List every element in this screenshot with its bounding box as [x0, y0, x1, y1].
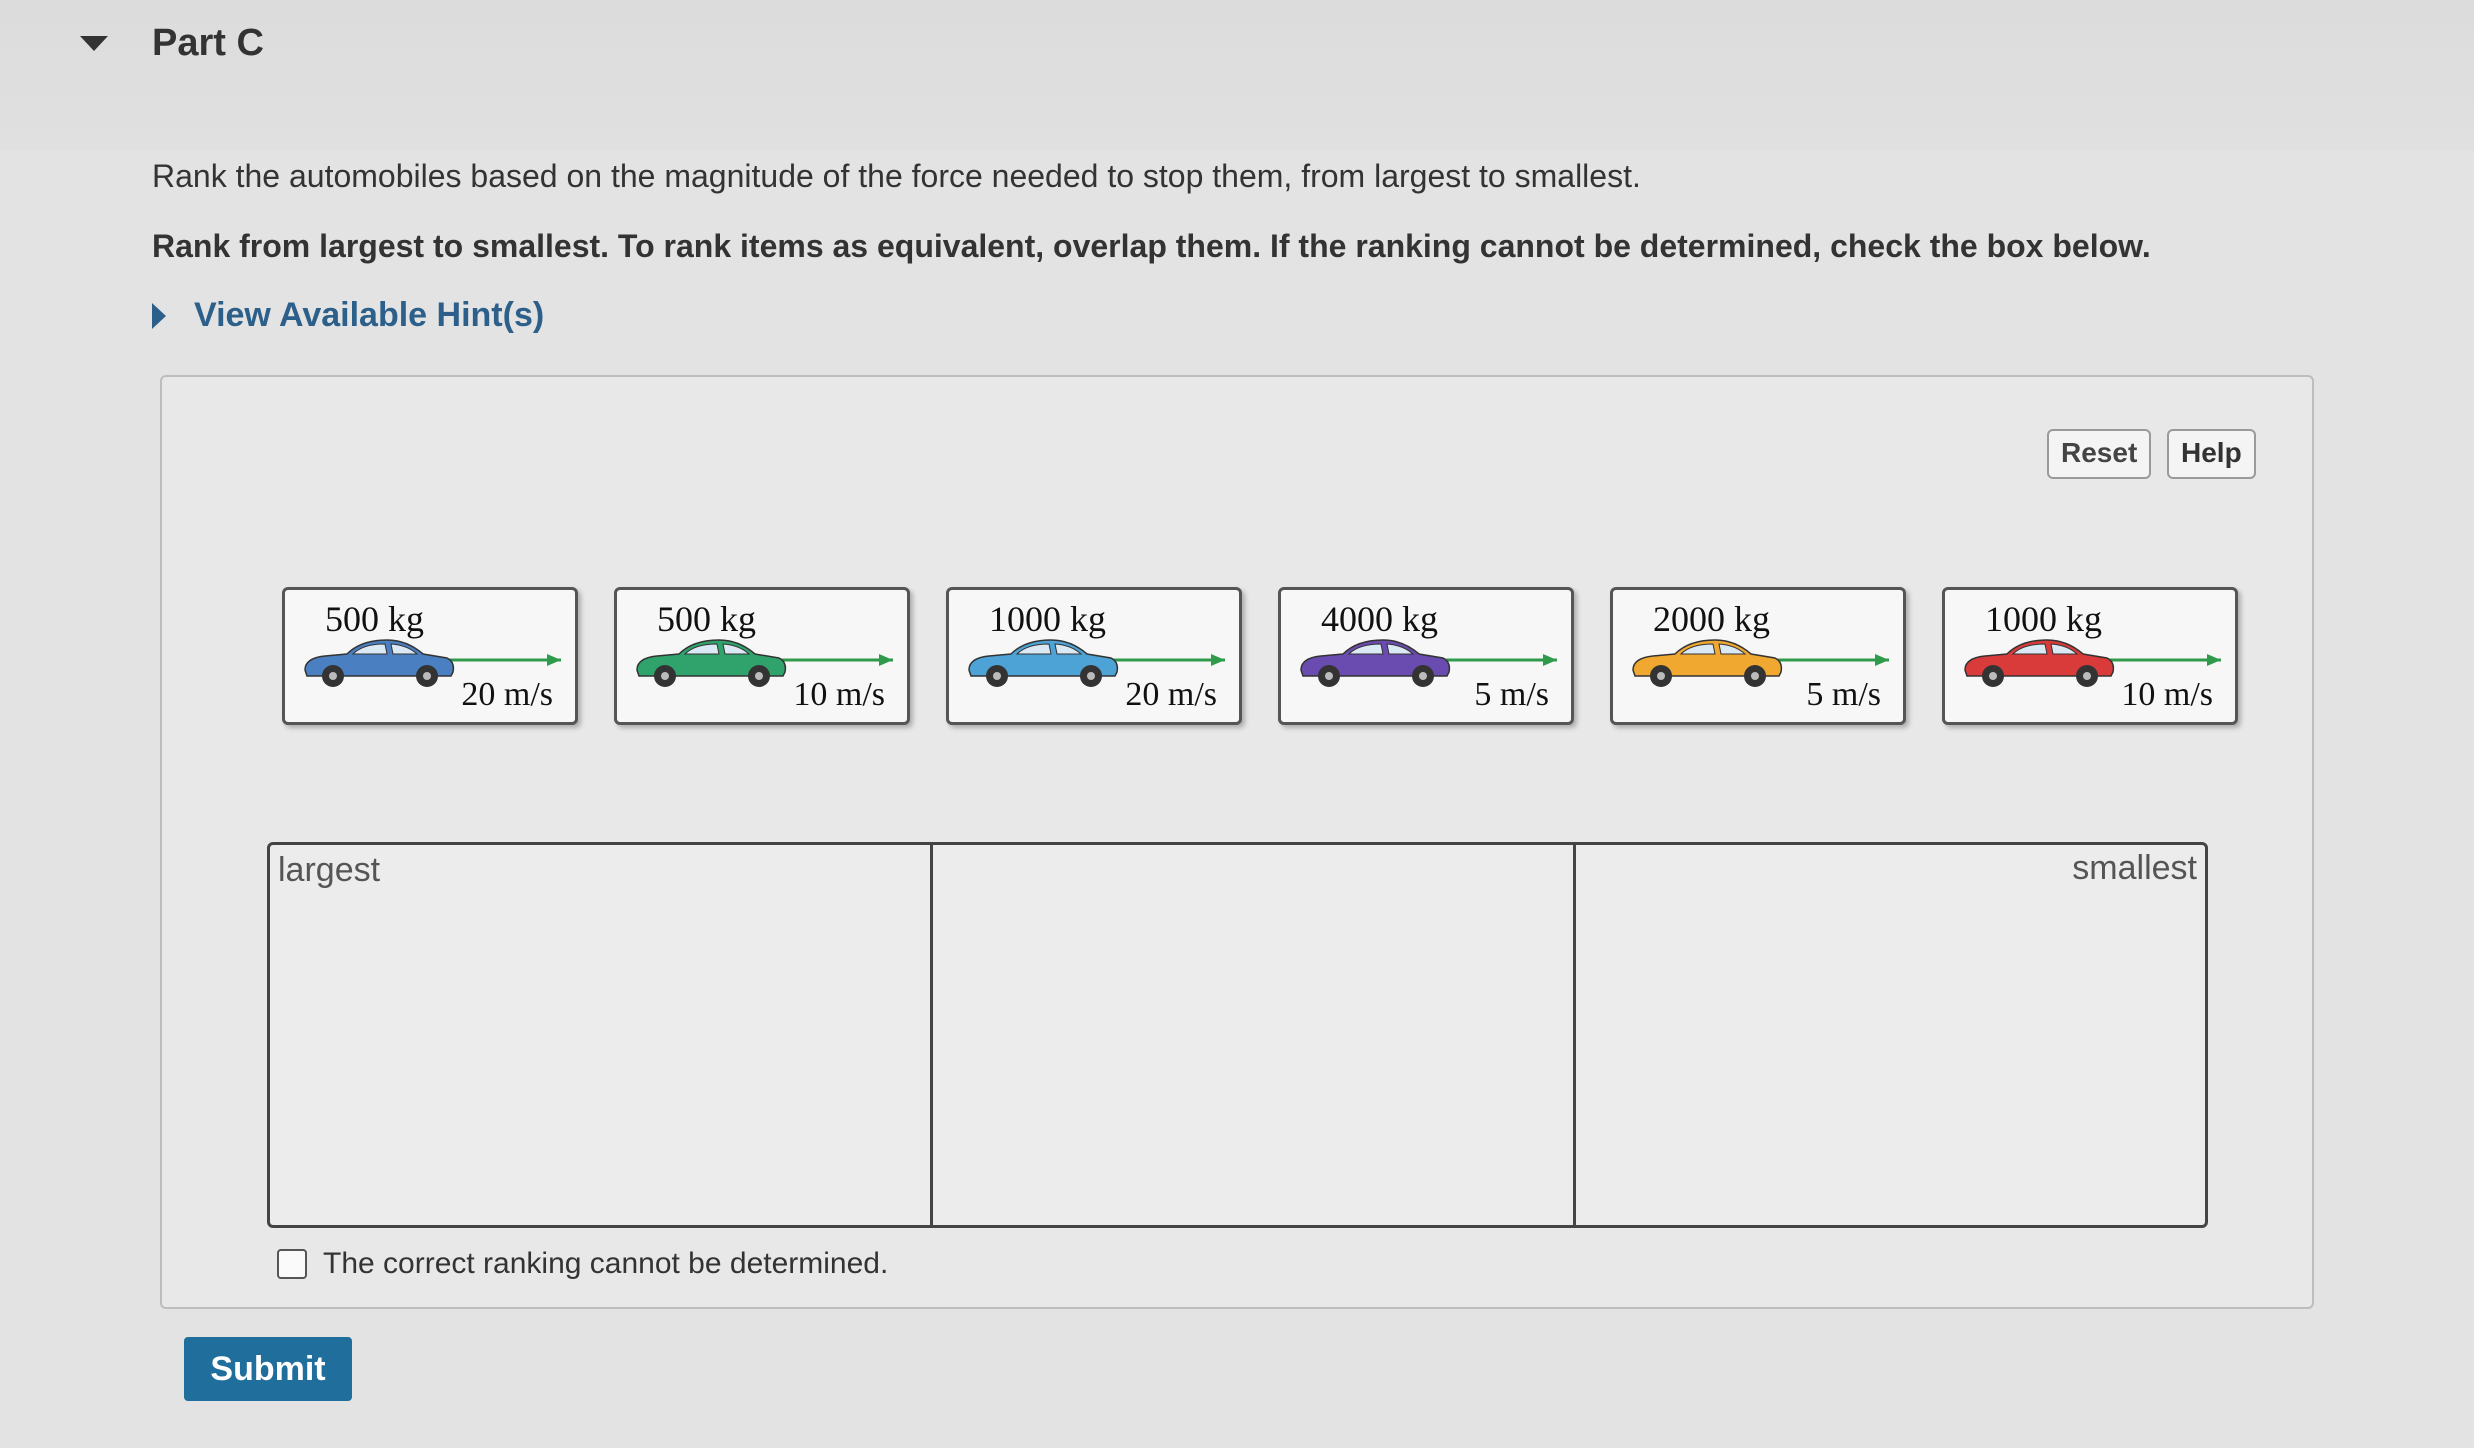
car-speed: 10 m/s [2121, 676, 2213, 713]
reset-button[interactable]: Reset [2047, 429, 2151, 479]
cannot-determine-option[interactable] [277, 1247, 888, 1281]
ranking-panel [160, 375, 2314, 1309]
rank-divider [1573, 845, 1576, 1225]
car-mass: 2000 kg [1653, 599, 1770, 639]
car-speed: 20 m/s [461, 676, 553, 713]
ranking-drop-area[interactable] [267, 842, 2208, 1228]
largest-label: largest [278, 851, 381, 889]
part-header [0, 0, 2474, 150]
question-text: Rank the automobiles based on the magnitude of the force needed to stop them, from largest to smallest. [152, 158, 1641, 194]
help-button[interactable]: Help [2167, 429, 2256, 479]
smallest-label: smallest [2072, 849, 2197, 887]
cannot-determine-label: The correct ranking cannot be determined. [323, 1247, 889, 1280]
car-card[interactable] [946, 587, 1242, 725]
view-hints-link[interactable] [152, 296, 544, 335]
hint-caret-icon [152, 303, 166, 329]
car-mass: 500 kg [657, 599, 756, 639]
car-speed: 10 m/s [793, 676, 885, 713]
car-speed: 20 m/s [1125, 676, 1217, 713]
car-mass: 1000 kg [1985, 599, 2102, 639]
car-speed: 5 m/s [1474, 676, 1549, 713]
car-speed: 5 m/s [1806, 676, 1881, 713]
car-card[interactable] [282, 587, 578, 725]
car-mass: 4000 kg [1321, 599, 1438, 639]
part-title: Part C [152, 22, 264, 64]
collapse-caret-icon[interactable] [80, 36, 108, 51]
car-card[interactable] [1942, 587, 2238, 725]
car-card[interactable] [1610, 587, 1906, 725]
car-card[interactable] [1278, 587, 1574, 725]
cannot-determine-checkbox[interactable] [277, 1249, 307, 1279]
view-hints-label: View Available Hint(s) [194, 296, 545, 334]
car-mass: 500 kg [325, 599, 424, 639]
ranking-instruction: Rank from largest to smallest. To rank items as equivalent, overlap them. If the ranking cannot be determined, check the box below. [152, 228, 2151, 264]
car-card[interactable] [614, 587, 910, 725]
rank-divider [930, 845, 933, 1225]
submit-button[interactable]: Submit [184, 1337, 352, 1401]
car-mass: 1000 kg [989, 599, 1106, 639]
